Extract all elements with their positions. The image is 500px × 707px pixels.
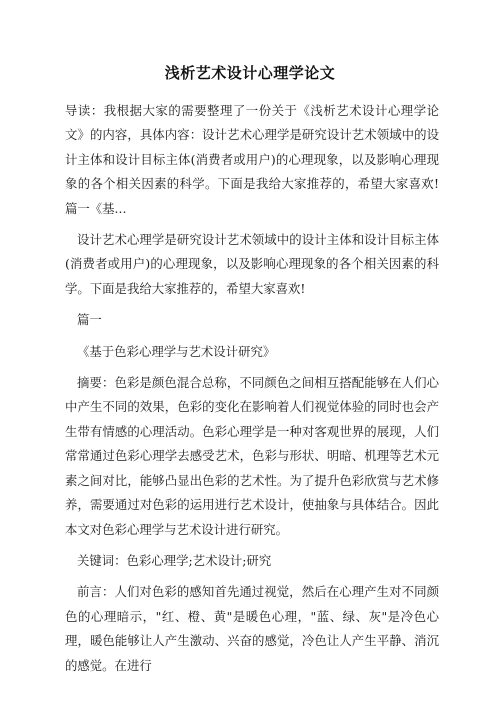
preface-paragraph: 前言：人们对色彩的感知首先通过视觉，然后在心理产生对不同颜色的心理暗示，"红、橙、黄"是暖色心理，"蓝、绿、灰"是冷色心理，暖色能够让人产生激动、兴奋的感觉，冷色让人产生平静、消沉的感觉。在进行 xyxy=(65,584,439,673)
keywords-paragraph: 关键词：色彩心理学;艺术设计;研究 xyxy=(77,552,272,568)
abstract-paragraph: 摘要：色彩是颜色混合总称，不同颜色之间相互搭配能够在人们心中产生不同的效果，色彩的变化在影响着人们视觉体验的同时也会产生带有情感的心理活动。色彩心理学是一种对客观世界的展现，人们常常通过色彩心理学去感受艺术，色彩与形状、明暗、机理等艺术元素之间对比，能够凸显出色彩的艺术性。为了提升色彩欣赏与艺术修养，需要通过对色彩的运用进行艺术设计，使抽象与具体结合。因此本文对色彩心理学与艺术设计进行研究。 xyxy=(65,375,439,537)
intro-paragraph: 导读：我根据大家的需要整理了一份关于《浅析艺术设计心理学论文》的内容，具体内容：设计艺术心理学是研究设计艺术领域中的设计主体和设计目标主体(消费者或用户)的心理现象，以及影响心理现象的各个相关因素的科学。下面是我给大家推荐的，希望大家喜欢!篇一《基... xyxy=(65,103,439,216)
document-body xyxy=(65,99,439,685)
summary-paragraph: 设计艺术心理学是研究设计艺术领域中的设计主体和设计目标主体(消费者或用户)的心理现象，以及影响心理现象的各个相关因素的科学。下面是我给大家推荐的，希望大家喜欢! xyxy=(65,232,439,296)
article-title: 《基于色彩心理学与艺术设计研究》 xyxy=(77,343,276,359)
document-title: 浅析艺术设计心理学论文 xyxy=(164,64,336,82)
section-heading: 篇一 xyxy=(77,312,102,328)
